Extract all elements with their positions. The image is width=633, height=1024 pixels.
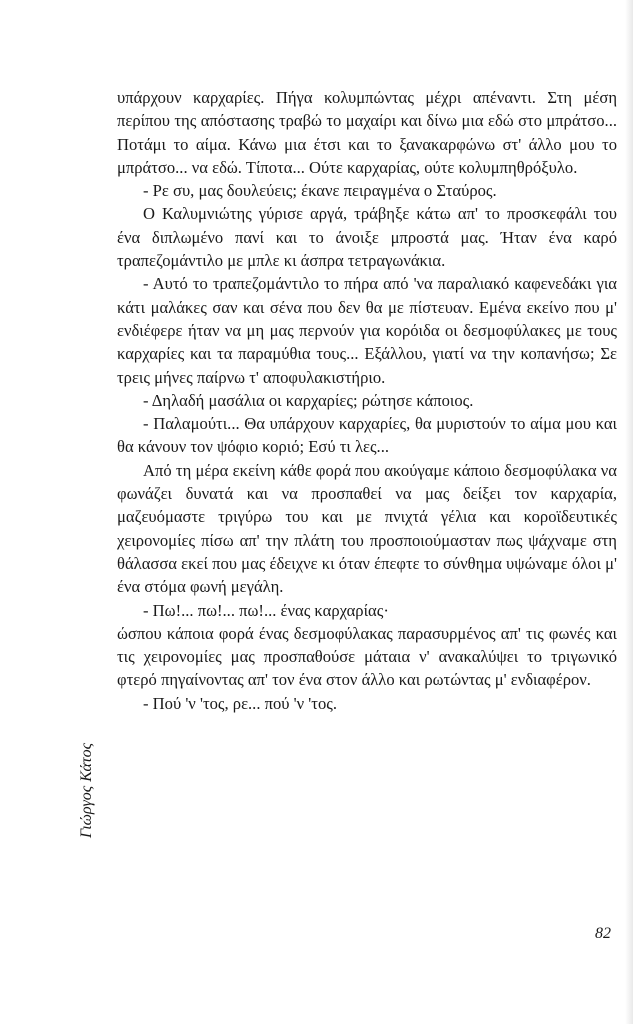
running-head-author: Γιώργος Κάτος [78, 742, 95, 838]
paragraph: Από τη μέρα εκείνη κάθε φορά που ακούγαμε κάποιο δεσμοφύλακα να φωνάζει δυνατά και να προσπαθεί να μας δείξει τον καρχαρία, μαζευόμαστε τριγύρω του και με πνιχτά γέλια και κοροϊδευτικές χειρονομίες πίσω απ' την πλάτη του προσποιούμασταν πως ψάχναμε στη θάλασσα εκεί που μας έδειχνε κι όταν έπεφτε το σύνθημα υψώναμε όλοι μ' ένα στόμα φωνή μεγάλη. [117, 460, 617, 597]
paragraph-continued: υπάρχουν καρχαρίες. Πήγα κολυμπώντας μέχρι απέναντι. Στη μέση περίπου της απόστασης τραβώ το μαχαίρι και δίνω μια εδώ στο μπράτσο... Ποτάμι το αίμα. Κάνω μια έτσι και το ξανακαρφώνω στ' άλλο μου το μπράτσο... να εδώ. Τίποτα... Ούτε καρχαρίας, ούτε κολυμπηθρόξυλο. [117, 88, 617, 177]
paragraph-dialogue: - Ρε συ, μας δουλεύεις; έκανε πειραγμένα ο Σταύρος. [143, 181, 497, 201]
body-text [117, 86, 617, 715]
paragraph-dialogue: - Πού 'ν 'τος, ρε... πού 'ν 'τος. [143, 693, 337, 713]
paragraph-dialogue: - Πω!... πω!... πω!... ένας καρχαρίας· [143, 600, 389, 620]
paragraph-continued: ώσπου κάποια φορά ένας δεσμοφύλακας παρασυρμένος απ' τις φωνές και τις χειρονομίες μας προσπαθούσε μάταια ν' ανακαλύψει το τριγωνικό φτερό πηγαίνοντας απ' τον ένα στον άλλο και ρωτώντας μ' ενδιαφέρον. [117, 623, 617, 690]
page-number: 82 [595, 925, 611, 942]
paragraph-dialogue: - Αυτό το τραπεζομάντιλο το πήρα από 'να παραλιακό καφενεδάκι για κάτι μαλάκες σαν και σένα που δεν θα με πίστευαν. Εμένα εκείνο που μ' ενδιέφερε ήταν να μη μας περνούν για κορόιδα οι δεσμοφύλακες με τους καρχαρίες και τα παραμύθια τους... Εξάλλου, γιατί να την κοπανήσω; Σε τρεις μήνες παίρνω τ' αποφυλακιστήριο. [117, 274, 617, 387]
page-edge-shadow [625, 0, 633, 1024]
paragraph-dialogue: - Παλαμούτι... Θα υπάρχουν καρχαρίες, θα μυριστούν το αίμα μου και θα κάνουν τον ψόφιο κοριό; Εσύ τι λες... [117, 414, 617, 457]
paragraph-dialogue: - Δηλαδή μασάλια οι καρχαρίες; ρώτησε κάποιος. [143, 390, 474, 410]
paragraph: Ο Καλυμνιώτης γύρισε αργά, τράβηξε κάτω απ' το προσκεφάλι του ένα διπλωμένο πανί και το άνοιξε μπροστά μας. Ήταν ένα καρό τραπεζομάντιλο με μπλε κι άσπρα τετραγωνάκια. [117, 204, 617, 271]
